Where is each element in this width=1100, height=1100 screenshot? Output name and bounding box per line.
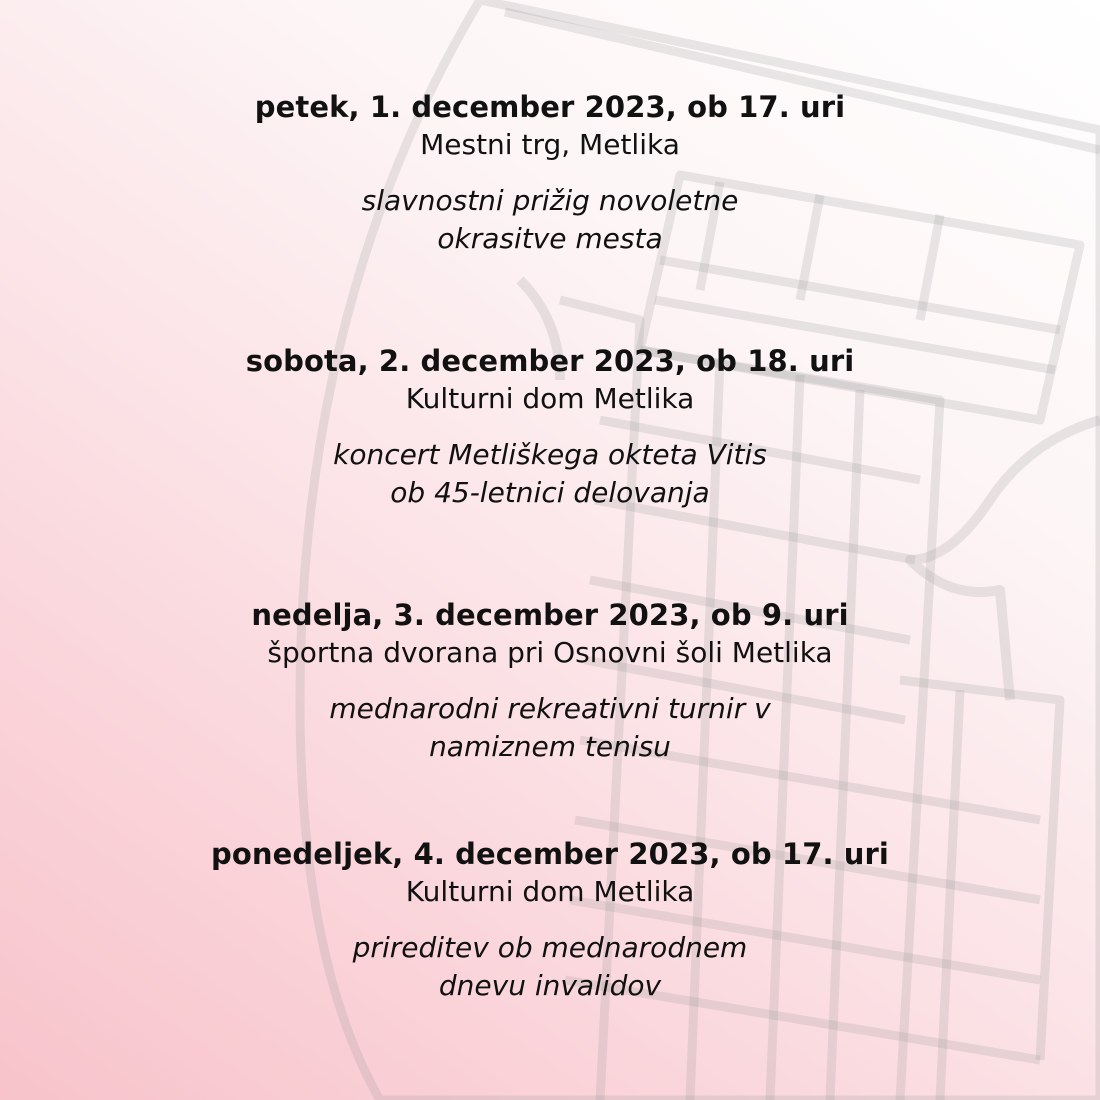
event-description-line: okrasitve mesta <box>437 222 663 255</box>
event-item <box>0 596 1100 766</box>
event-description <box>0 182 1100 258</box>
event-description <box>0 436 1100 512</box>
event-description-line: dnevu invalidov <box>438 969 662 1002</box>
event-description-line: koncert Metliškega okteta Vitis <box>333 438 767 471</box>
event-description-line: namiznem tenisu <box>429 730 671 763</box>
event-location: Kulturni dom Metlika <box>405 382 695 415</box>
event-item <box>0 835 1100 1005</box>
event-description-line: mednarodni rekreativni turnir v <box>329 692 771 725</box>
event-description-line: slavnostni prižig novoletne <box>361 184 739 217</box>
event-title: sobota, 2. december 2023, ob 18. uri <box>245 344 855 378</box>
event-title: petek, 1. december 2023, ob 17. uri <box>254 90 846 124</box>
event-item <box>0 88 1100 258</box>
event-location: Kulturni dom Metlika <box>405 875 695 908</box>
event-description <box>0 690 1100 766</box>
event-item <box>0 342 1100 512</box>
event-location: Mestni trg, Metlika <box>420 128 680 161</box>
event-description <box>0 929 1100 1005</box>
event-title: ponedeljek, 4. december 2023, ob 17. uri <box>211 837 889 871</box>
event-description-line: prireditev ob mednarodnem <box>352 931 748 964</box>
event-location: športna dvorana pri Osnovni šoli Metlika <box>267 636 833 669</box>
event-title: nedelja, 3. december 2023, ob 9. uri <box>251 598 849 632</box>
event-description-line: ob 45-letnici delovanja <box>390 476 710 509</box>
